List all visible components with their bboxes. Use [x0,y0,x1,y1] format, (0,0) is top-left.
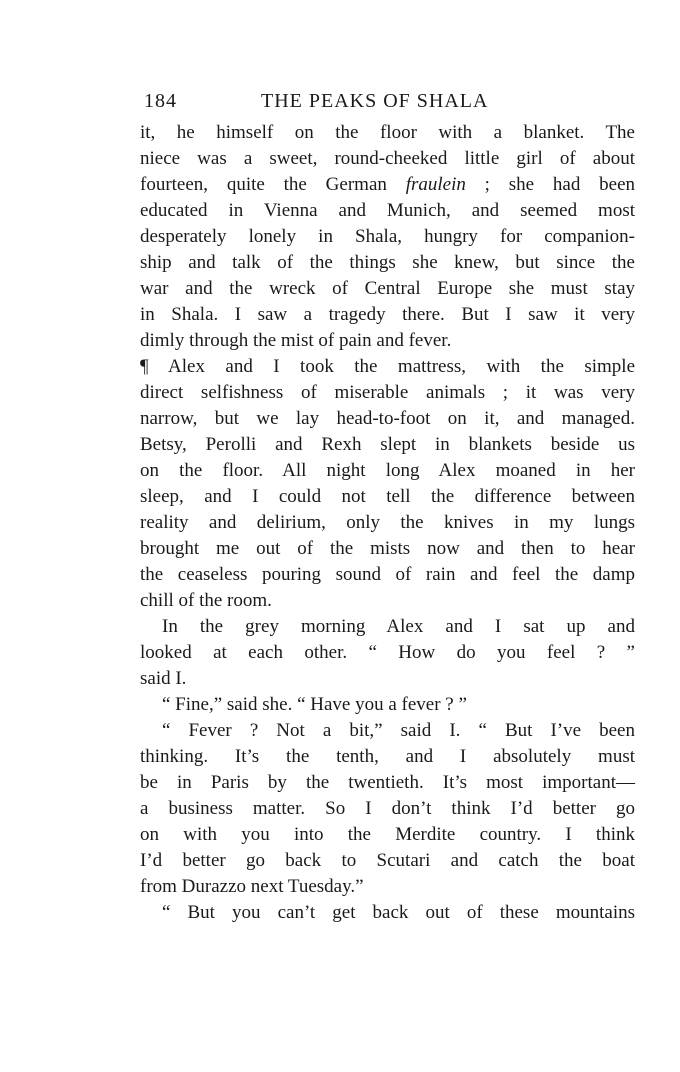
text-run: in Shala. I saw a tragedy there. But I saw it very [140,304,635,325]
text-line [140,536,635,562]
text-line [140,770,635,796]
text-line [140,588,635,614]
text-run: looked at each other. “ How do you feel ? ” [140,642,635,663]
text-run: on the floor. All night long Alex moaned in her [140,460,635,481]
text-line [140,224,635,250]
text-run: thinking. It’s the tenth, and I absolutely must [140,746,635,767]
text-line [140,302,635,328]
body-text [140,120,635,926]
text-line [140,172,635,198]
text-line [140,406,635,432]
text-run: reality and delirium, only the knives in my lungs [140,512,635,533]
text-line [140,562,635,588]
text-line [140,276,635,302]
text-run: narrow, but we lay head-to-foot on it, and managed. [140,408,635,429]
text-run: ship and talk of the things she knew, but since the [140,252,635,273]
text-line [140,380,635,406]
italic-text: fraulein [405,174,466,195]
text-run: dimly through the mist of pain and fever. [140,330,452,351]
text-line [140,822,635,848]
text-line [140,718,635,744]
text-run: brought me out of the mists now and then to hear [140,538,635,559]
text-line [140,848,635,874]
text-line [140,510,635,536]
text-line [140,432,635,458]
text-run: from Durazzo next Tuesday.” [140,876,364,897]
text-line [140,900,635,926]
text-run: I’d better go back to Scutari and catch the boat [140,850,635,871]
text-line [140,796,635,822]
text-line [140,458,635,484]
text-run: ; she had been [465,174,635,195]
book-page [140,88,635,926]
text-line [140,614,635,640]
text-line [140,198,635,224]
text-run: ¶ Alex and I took the mattress, with the simple [140,356,635,377]
text-run: war and the wreck of Central Europe she must stay [140,278,635,299]
text-line [140,692,635,718]
text-run: In the grey morning Alex and I sat up and [162,616,635,637]
running-head [140,88,635,120]
text-run: niece was a sweet, round-cheeked little girl of about [140,148,635,169]
text-run: sleep, and I could not tell the difference between [140,486,635,507]
text-line [140,874,635,900]
text-line [140,120,635,146]
text-run: said I. [140,668,187,689]
text-run: direct selfishness of miserable animals ; it was very [140,382,635,403]
text-line [140,744,635,770]
text-line [140,484,635,510]
text-run: “ But you can’t get back out of these mountains [162,902,635,923]
text-run: chill of the room. [140,590,272,611]
text-run: be in Paris by the twentieth. It’s most important— [140,772,635,793]
text-run: fourteen, quite the German [140,174,406,195]
page-number: 184 [144,90,177,112]
text-run: a business matter. So I don’t think I’d better go [140,798,635,819]
text-run: on with you into the Merdite country. I think [140,824,635,845]
text-run: “ Fine,” said she. “ Have you a fever ? ” [162,694,467,715]
running-title: THE PEAKS OF SHALA [261,90,489,112]
text-line [140,354,635,380]
text-line [140,640,635,666]
text-run: desperately lonely in Shala, hungry for companion- [140,226,635,247]
text-line [140,250,635,276]
text-run: educated in Vienna and Munich, and seemed most [140,200,635,221]
text-run: Betsy, Perolli and Rexh slept in blankets beside us [140,434,635,455]
text-line [140,146,635,172]
text-run: “ Fever ? Not a bit,” said I. “ But I’ve been [162,720,635,741]
text-run: it, he himself on the floor with a blanket. The [140,122,635,143]
text-line [140,328,635,354]
text-line [140,666,635,692]
text-run: the ceaseless pouring sound of rain and feel the damp [140,564,635,585]
